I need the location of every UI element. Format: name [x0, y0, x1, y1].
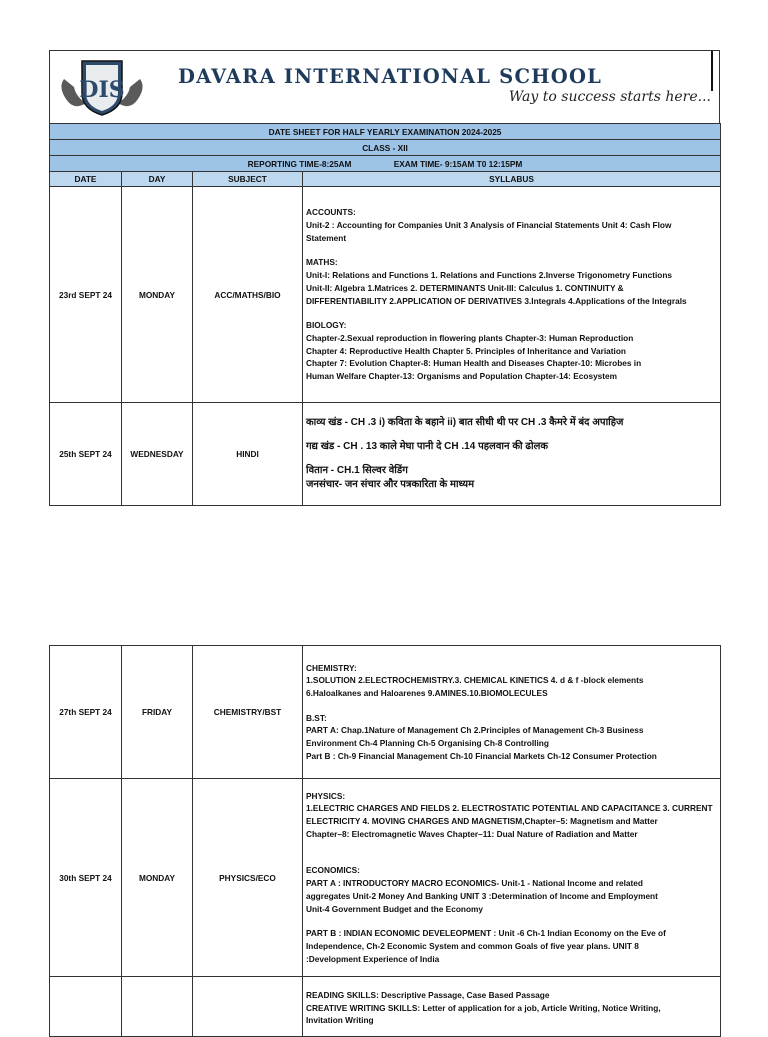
table-row: [50, 403, 721, 506]
syllabus-line: :Development Experience of India: [306, 953, 440, 964]
syllabus-line: गद्य खंड - CH . 13 काले मेघा पानी दे CH .14 पहलवान की ढोलक: [306, 441, 549, 452]
table-row: [50, 646, 721, 779]
syllabus-cell: [303, 977, 721, 1037]
timing-row: [50, 156, 721, 172]
syllabus-line: CHEMISTRY:: [306, 662, 357, 673]
column-header-date: DATE: [50, 172, 122, 187]
syllabus-line: MATHS:: [306, 257, 338, 268]
exam-date-table-continued: [49, 645, 721, 1037]
title-row: [50, 124, 721, 140]
exam-date: [50, 977, 122, 1037]
syllabus-line: Chapter 4: Reproductive Health Chapter 5. Principles of Inheritance and Variation: [306, 345, 626, 356]
syllabus-cell: [303, 187, 721, 403]
exam-time: EXAM TIME- 9:15AM T0 12:15PM: [393, 158, 523, 169]
date-sheet-title: DATE SHEET FOR HALF YEARLY EXAMINATION 2024-2025: [50, 124, 721, 140]
exam-day: WEDNESDAY: [122, 403, 193, 506]
syllabus-line: Chapter 7: Evolution Chapter-8: Human Health and Diseases Chapter-10: Microbes in: [306, 358, 642, 369]
syllabus-spacer: [306, 430, 717, 440]
table-row: [50, 779, 721, 977]
syllabus-spacer: [306, 454, 717, 464]
syllabus-line: DIFFERENTIABILITY 2.APPLICATION OF DERIVATIVES 3.Integrals 4.Applications of the Integrals: [306, 295, 687, 306]
school-name: DAVARA INTERNATIONAL SCHOOL: [178, 65, 603, 88]
syllabus-line: Unit-2 : Accounting for Companies Unit 3 Analysis of Financial Statements Unit 4: Cash Flow: [306, 219, 672, 230]
syllabus-line: Unit-II: Algebra 1.Matrices 2. DETERMINANTS Unit-III: Calculus 1. CONTINUITY &: [306, 282, 624, 293]
exam-subject: HINDI: [193, 403, 303, 506]
column-header-row: [50, 172, 721, 187]
exam-date: 30th SEPT 24: [50, 779, 122, 977]
syllabus-line: ECONOMICS:: [306, 865, 360, 876]
syllabus-line: B.ST:: [306, 712, 327, 723]
banner-divider: [711, 51, 713, 91]
syllabus-line: Environment Ch-4 Planning Ch-5 Organising Ch-8 Controlling: [306, 738, 549, 749]
syllabus-line: 1.ELECTRIC CHARGES AND FIELDS 2. ELECTROSTATIC POTENTIAL AND CAPACITANCE 3. CURRENT: [306, 803, 713, 814]
date-sheet-top: [49, 50, 720, 506]
exam-subject: [193, 977, 303, 1037]
syllabus-line: PHYSICS:: [306, 790, 346, 801]
syllabus-cell: [303, 403, 721, 506]
exam-day: MONDAY: [122, 187, 193, 403]
exam-day: FRIDAY: [122, 646, 193, 779]
table-row: [50, 187, 721, 403]
class-row: [50, 140, 721, 156]
exam-date: 25th SEPT 24: [50, 403, 122, 506]
syllabus-line: Independence, Ch-2 Economic System and common Goals of five year plans. UNIT 8: [306, 940, 639, 951]
syllabus-line: Unit-I: Relations and Functions 1. Relations and Functions 2.Inverse Trigonometry Functions: [306, 270, 673, 281]
syllabus-line: ELECTRICITY 4. MOVING CHARGES AND MAGNETISM,Chapter–5: Magnetism and Matter: [306, 816, 658, 827]
syllabus-spacer: [306, 840, 717, 852]
syllabus-line: 1.SOLUTION 2.ELECTROCHEMISTRY.3. CHEMICAL KINETICS 4. d & f -block elements: [306, 675, 644, 686]
school-tagline: Way to success starts here...: [508, 89, 711, 105]
column-header-day: DAY: [122, 172, 193, 187]
syllabus-line: वितान - CH.1 सिल्वर वेडिंग: [306, 465, 408, 476]
column-header-subject: SUBJECT: [193, 172, 303, 187]
school-banner: [49, 50, 720, 123]
date-sheet-continued: [49, 645, 720, 1037]
syllabus-line: 6.Haloalkanes and Haloarenes 9.AMINES.10.BIOMOLECULES: [306, 687, 548, 698]
exam-date: 27th SEPT 24: [50, 646, 122, 779]
reporting-time: REPORTING TIME-8:25AM: [247, 158, 352, 169]
syllabus-line: BIOLOGY:: [306, 320, 347, 331]
syllabus-line: PART A : INTRODUCTORY MACRO ECONOMICS- Unit-1 - National Income and related: [306, 878, 643, 889]
syllabus-cell: [303, 646, 721, 779]
syllabus-line: Human Welfare Chapter-13: Organisms and Population Chapter-14: Ecosystem: [306, 371, 618, 382]
svg-text:DIS: DIS: [79, 77, 125, 103]
syllabus-line: CREATIVE WRITING SKILLS: Letter of application for a job, Article Writing, Notice Writing,: [306, 1002, 661, 1013]
column-header-syllabus: SYLLABUS: [303, 172, 721, 187]
exam-date: 23rd SEPT 24: [50, 187, 122, 403]
syllabus-line: जनसंचार- जन संचार और पत्रकारिता के माध्यम: [306, 479, 475, 490]
syllabus-line: PART B : INDIAN ECONOMIC DEVELEOPMENT : Unit -6 Ch-1 Indian Economy on the Eve of: [306, 928, 666, 939]
syllabus-line: काव्य खंड - CH .3 i) कविता के बहाने ii) बात सीधी थी पर CH .3 कैमरे में बंद अपाहिज: [306, 417, 624, 428]
syllabus-line: Chapter–8: Electromagnetic Waves Chapter–11: Dual Nature of Radiation and Matter: [306, 828, 638, 839]
syllabus-spacer: [306, 244, 717, 256]
table-row: [50, 977, 721, 1037]
syllabus-spacer: [306, 852, 717, 864]
syllabus-spacer: [306, 915, 717, 927]
syllabus-line: Chapter-2.Sexual reproduction in flowering plants Chapter-3: Human Reproduction: [306, 332, 634, 343]
syllabus-line: Unit-4 Government Budget and the Economy: [306, 903, 484, 914]
syllabus-line: READING SKILLS: Descriptive Passage, Case Based Passage: [306, 990, 550, 1000]
exam-subject: ACC/MATHS/BIO: [193, 187, 303, 403]
syllabus-spacer: [306, 307, 717, 319]
syllabus-line: ACCOUNTS:: [306, 207, 356, 218]
syllabus-line: Invitation Writing: [306, 1015, 374, 1026]
syllabus-line: Statement: [306, 232, 347, 243]
exam-subject: CHEMISTRY/BST: [193, 646, 303, 779]
exam-subject: PHYSICS/ECO: [193, 779, 303, 977]
exam-day: MONDAY: [122, 779, 193, 977]
syllabus-spacer: [306, 700, 717, 712]
syllabus-cell: [303, 779, 721, 977]
syllabus-line: PART A: Chap.1Nature of Management Ch 2.Principles of Management Ch-3 Business: [306, 725, 644, 736]
syllabus-line: aggregates Unit-2 Money And Banking UNIT 3 :Determination of Income and Employment: [306, 890, 658, 901]
class-title: CLASS - XII: [50, 140, 721, 156]
syllabus-line: Part B : Ch-9 Financial Management Ch-10 Financial Markets Ch-12 Consumer Protection: [306, 750, 657, 761]
exam-day: [122, 977, 193, 1037]
exam-date-table: [49, 123, 721, 506]
school-logo: [56, 57, 148, 117]
